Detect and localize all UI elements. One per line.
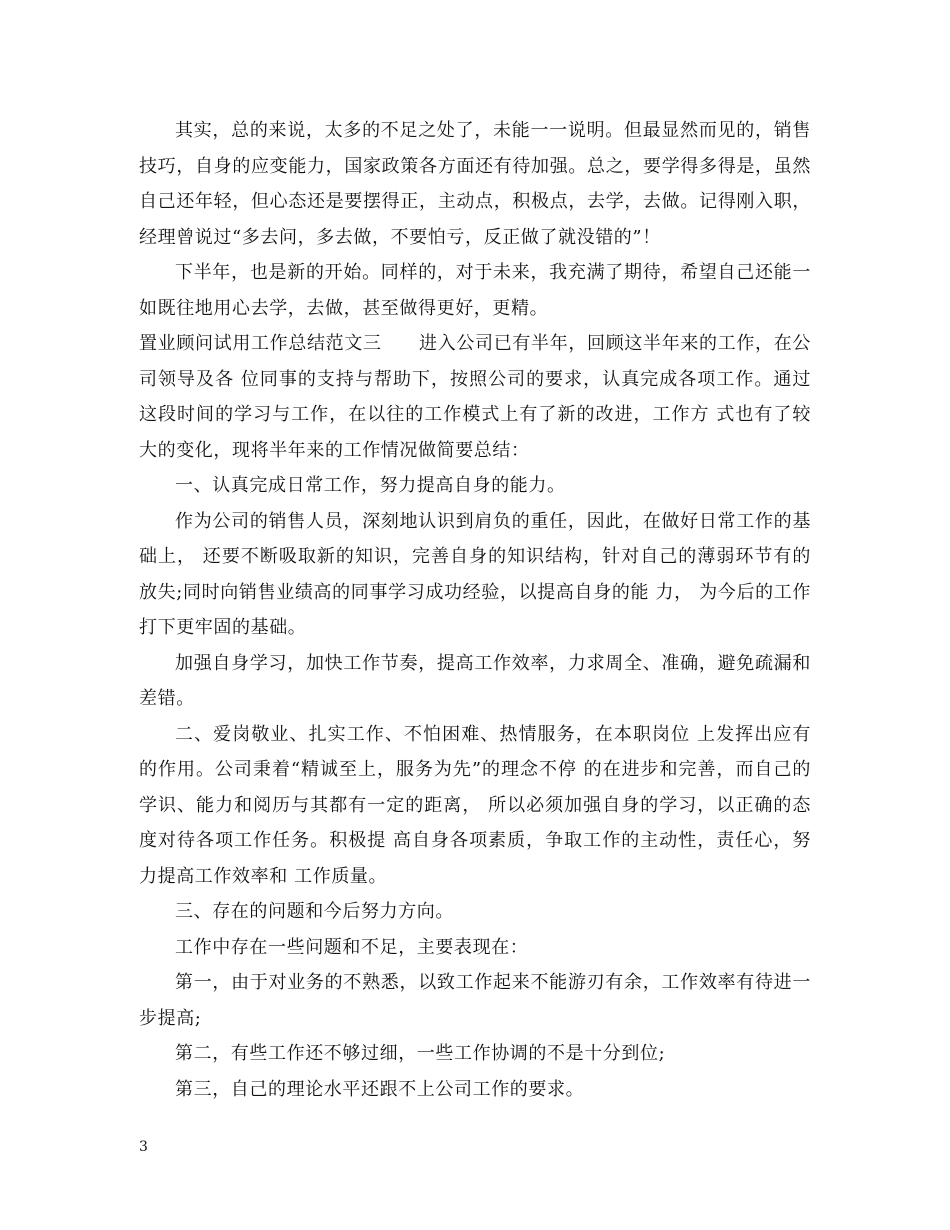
paragraph-3-section-title: 置业顾问试用工作总结范文三 进入公司已有半年，回顾这半年来的工作，在公司领导及各 位同事的支持与帮助下，按照公司的要求，认真完成各项工作。通过这段时间的学习与工作，在以往的工作模式上有了新的改进，工作方 式也有了较大的变化，现将半年来的工作情况做简要总结： — [139, 333, 811, 461]
paragraph-7-heading-two: 二、爱岗敬业、扎实工作、不怕困难、热情服务，在本职岗位 上发挥出应有的作用。公司秉着“精诚至上，服务为先”的理念不停 的在进步和完善，而自己的学识、能力和阅历与其都有一定的距离， 所以必须加强自身的学习，以正确的态度对待各项工作任务。积极提 高自身各项素质，争取工作的主动性，责任心，努力提高工作效率和 工作质量。 — [139, 723, 811, 887]
paragraph-1: 其实，总的来说，太多的不足之处了，未能一一说明。但最显然而见的，销售技巧，自身的应变能力，国家政策各方面还有待加强。总之，要学得多得是，虽然自己还年轻，但心态还是要摆得正，主动点，积极点，去学，去做。记得刚入职，经理曾说过“多去问，多去做，不要怕亏，反正做了就没错的”！ — [139, 120, 811, 248]
paragraph-6: 加强自身学习，加快工作节奏，提高工作效率，力求周全、准确，避免疏漏和差错。 — [139, 652, 811, 709]
paragraph-9: 工作中存在一些问题和不足，主要表现在： — [175, 936, 529, 958]
paragraph-4-heading-one: 一、认真完成日常工作，努力提高自身的能力。 — [175, 475, 566, 496]
paragraph-5: 作为公司的销售人员，深刻地认识到肩负的重任，因此，在做好日常工作的基础上， 还要不断吸取新的知识，完善自身的知识结构，针对自己的薄弱环节有的放失;同时向销售业绩高的同事学习成功经验，以提高自身的能 力， 为今后的工作打下更牢固的基础。 — [139, 510, 811, 638]
paragraph-12: 第三，自己的理论水平还跟不上公司工作的要求。 — [175, 1078, 585, 1100]
paragraph-11: 第二，有些工作还不够过细，一些工作协调的不是十分到位; — [175, 1043, 666, 1064]
paragraph-10: 第一，由于对业务的不熟悉，以致工作起来不能游刃有余，工作效率有待进一步提高; — [139, 972, 811, 1029]
paragraph-8-heading-three: 三、存在的问题和今后努力方向。 — [175, 901, 454, 922]
paragraph-2: 下半年，也是新的开始。同样的，对于未来，我充满了期待，希望自己还能一如既往地用心去学，去做，甚至做得更好，更精。 — [139, 262, 811, 319]
page-number: 3 — [139, 1139, 148, 1155]
document-body — [139, 113, 811, 1107]
